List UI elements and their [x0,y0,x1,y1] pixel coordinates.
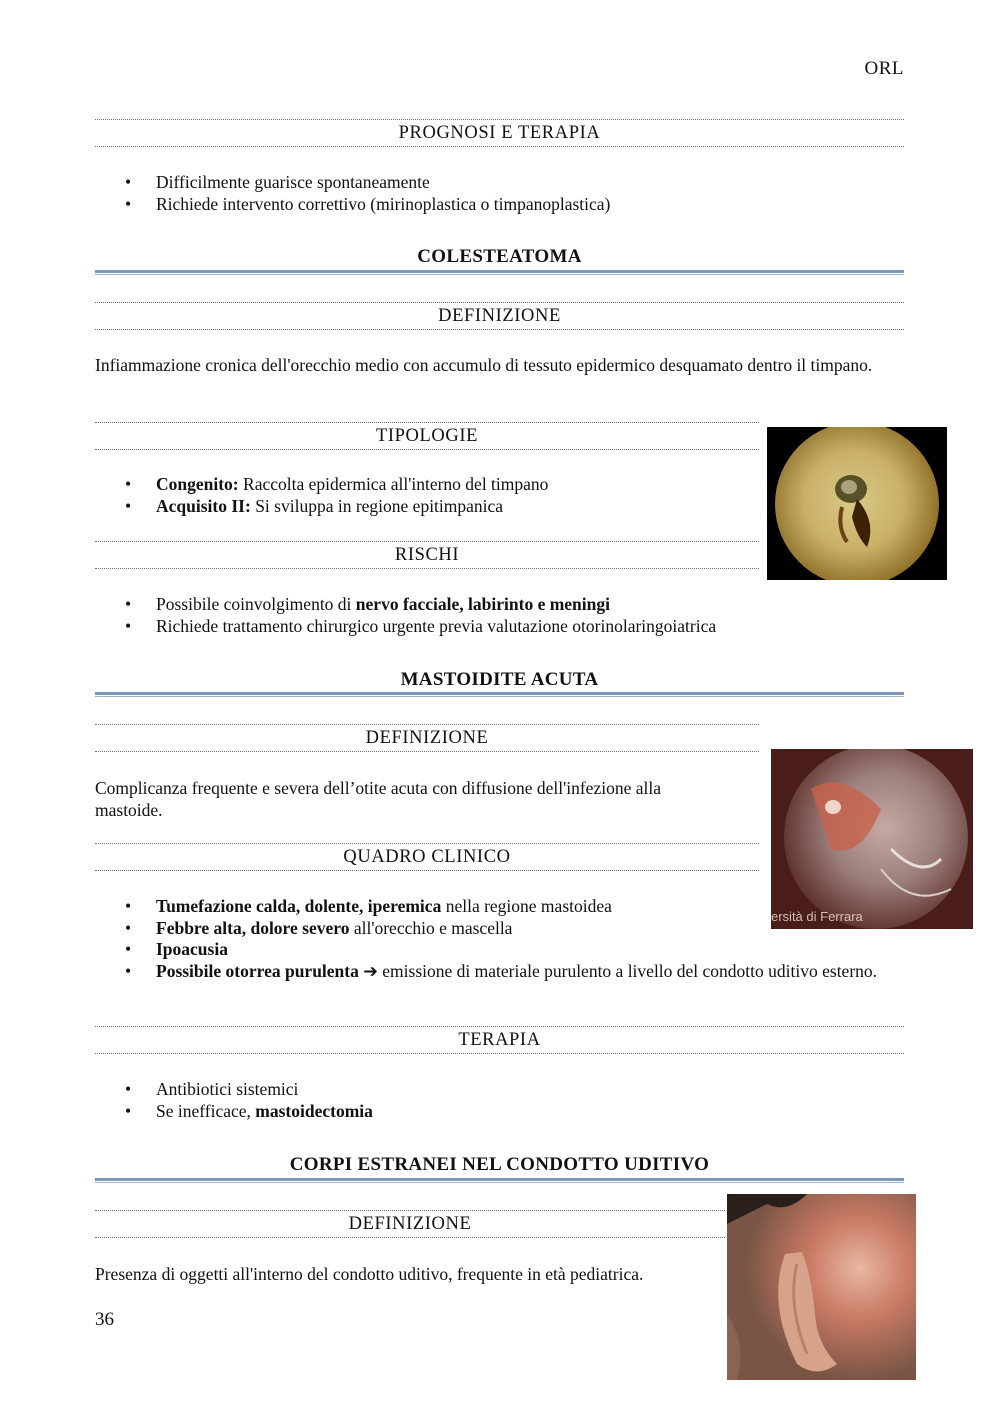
colesteatoma-otoscopy-image [767,427,947,580]
list-item [95,918,904,940]
item-bold: Possibile otorrea purulenta [156,960,359,981]
subheading-terapia: TERAPIA [95,1026,904,1054]
quadro-list [95,896,904,982]
subheading-prognosi: PROGNOSI E TERAPIA [95,119,904,147]
item-text: Richiede trattamento chirurgico urgente previa valutazione otorinolaringoiatrica [156,615,717,636]
list-item: • Difficilmente guarisce spontaneamente [95,172,904,194]
list-item [95,939,904,961]
item-bold: Tumefazione calda, dolente, iperemica [156,896,442,916]
tipologie-list [95,474,755,517]
item-text: Antibiotici sistemici [156,1079,299,1099]
prognosi-list [95,172,904,215]
definition-text: Infiammazione cronica dell'orecchio medio con accumulo di tessuto epidermico desquamato dentro il timpano. [95,355,873,375]
header-label: ORL [864,58,904,79]
section-title-mastoidite: MASTOIDITE ACUTA [400,669,599,690]
item-text: all'orecchio e mascella [349,917,513,938]
rischi-list [95,594,904,637]
list-item [95,616,904,638]
list-item [95,896,904,918]
section-rule [95,1178,904,1183]
term-desc: Si sviluppa in regione epitimpanica [250,495,504,516]
list-item [95,496,755,518]
item-text: Possibile coinvolgimento di [156,594,356,614]
section-rule [95,692,904,697]
item-bold: mastoidectomia [255,1100,373,1121]
list-item [95,594,904,616]
subheading-rischi: RISCHI [95,541,759,569]
image-watermark: ersità di Ferrara [771,909,863,924]
term: Acquisito II: [156,495,251,516]
subheading-quadro-clinico: QUADRO CLINICO [95,843,759,871]
item-bold: nervo facciale, labirinto e meningi [355,594,610,614]
definition-text: Complicanza frequente e severa dell’otite acuta con diffusione dell'infezione alla mastoide. [95,778,661,820]
item-bold: Febbre alta, dolore severo [156,917,350,938]
item-text: nella regione mastoidea [441,896,612,916]
ear-photo-image [727,1194,916,1380]
subheading-tipologie: TIPOLOGIE [95,422,759,450]
page-number: 36 [95,1309,114,1330]
term: Congenito: [156,474,239,494]
subheading-definizione: DEFINIZIONE [95,302,904,330]
list-item: • Richiede intervento correttivo (mirinoplastica o timpanoplastica) [95,194,904,216]
subheading-definizione: DEFINIZIONE [95,724,759,752]
definition-text: Presenza di oggetti all'interno del condotto uditivo, frequente in età pediatrica. [95,1264,644,1284]
item-bold: Ipoacusia [156,939,228,959]
list-item [95,961,904,983]
list-item [95,1101,904,1123]
section-rule [95,270,904,275]
section-title-corpi-estranei: CORPI ESTRANEI NEL CONDOTTO UDITIVO [289,1154,710,1175]
subheading-definizione: DEFINIZIONE [95,1210,725,1238]
term-desc: Raccolta epidermica all'interno del timpano [238,474,549,494]
list-item [95,1079,904,1101]
list-item [95,474,755,496]
section-title-colesteatoma: COLESTEATOMA [417,246,582,267]
item-text: Se inefficace, [156,1100,256,1121]
item-text: ➔ emissione di materiale purulento a livello del condotto uditivo esterno. [358,960,878,981]
terapia-list [95,1079,904,1122]
